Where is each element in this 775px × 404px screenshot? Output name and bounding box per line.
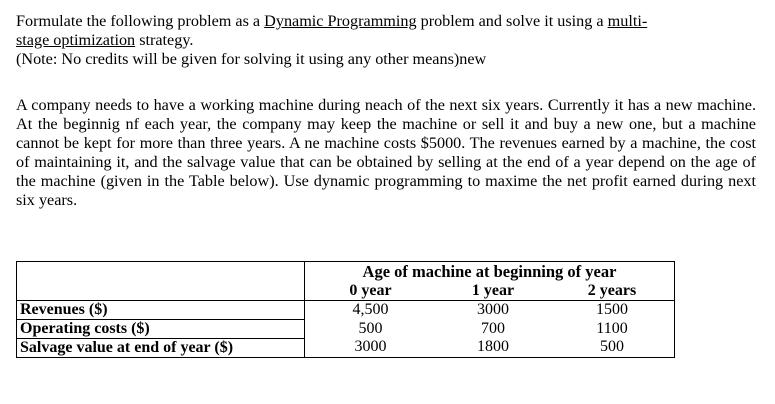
table-cell: 4,500 [305, 300, 437, 319]
table-column-header-row [17, 282, 675, 301]
instruction-text: Formulate the following problem as a [16, 12, 265, 30]
instruction-line-1 [16, 12, 716, 31]
table-row [17, 338, 675, 357]
machine-age-table [16, 261, 675, 358]
column-header-1-year: 1 year [471, 281, 515, 299]
dynamic-programming-underlined: Dynamic Programming [264, 12, 417, 30]
table-cell: 3000 [436, 300, 550, 319]
table-corner-cell [17, 282, 305, 301]
table-cell: 500 [550, 338, 675, 357]
column-header-2-years: 2 years [550, 282, 675, 301]
multi-stage-underlined-part2: stage optimization [16, 31, 136, 49]
instruction-note: (Note: No credits will be given for solving it using any other means)new [16, 50, 487, 68]
row-label-operating-costs: Operating costs ($) [17, 319, 305, 338]
table-cell: 1100 [550, 319, 675, 338]
table-row [17, 319, 675, 338]
table-cell: 1800 [436, 338, 550, 357]
instruction-text: problem and solve it using a [416, 12, 608, 30]
table-cell: 3000 [305, 338, 437, 357]
table-group-header-row [17, 262, 675, 282]
table-cell: 1500 [550, 300, 675, 319]
column-header-0-year: 0 year [305, 282, 437, 301]
problem-description: A company needs to have a working machine during neach of the next six years. Currently it has a new machine. At the beginnig nf each year, the company may keep the machine or sell it and buy a new one, but a machine cannot be kept for more than three years. A ne machine costs $5000. The revenues earned by a machine, the cost of maintaining it, and the salvage value that can be obtained by selling at the end of a year depend on the age of the machine (given in the Table below). Use dynamic programming to maxime the net profit earned during next six years. [16, 96, 756, 209]
problem-instructions [16, 12, 716, 69]
multi-stage-underlined-part1: multi- [607, 12, 648, 30]
row-label-revenues: Revenues ($) [17, 300, 305, 319]
table-row [17, 300, 675, 319]
table-cell: 700 [481, 319, 505, 337]
row-label-salvage-value: Salvage value at end of year ($) [17, 338, 305, 357]
table-cell: 500 [305, 319, 437, 338]
table-corner-cell [17, 262, 305, 282]
instruction-line-2 [16, 31, 716, 50]
age-group-header: Age of machine at beginning of year [305, 262, 675, 282]
instruction-text: strategy. [135, 31, 194, 49]
